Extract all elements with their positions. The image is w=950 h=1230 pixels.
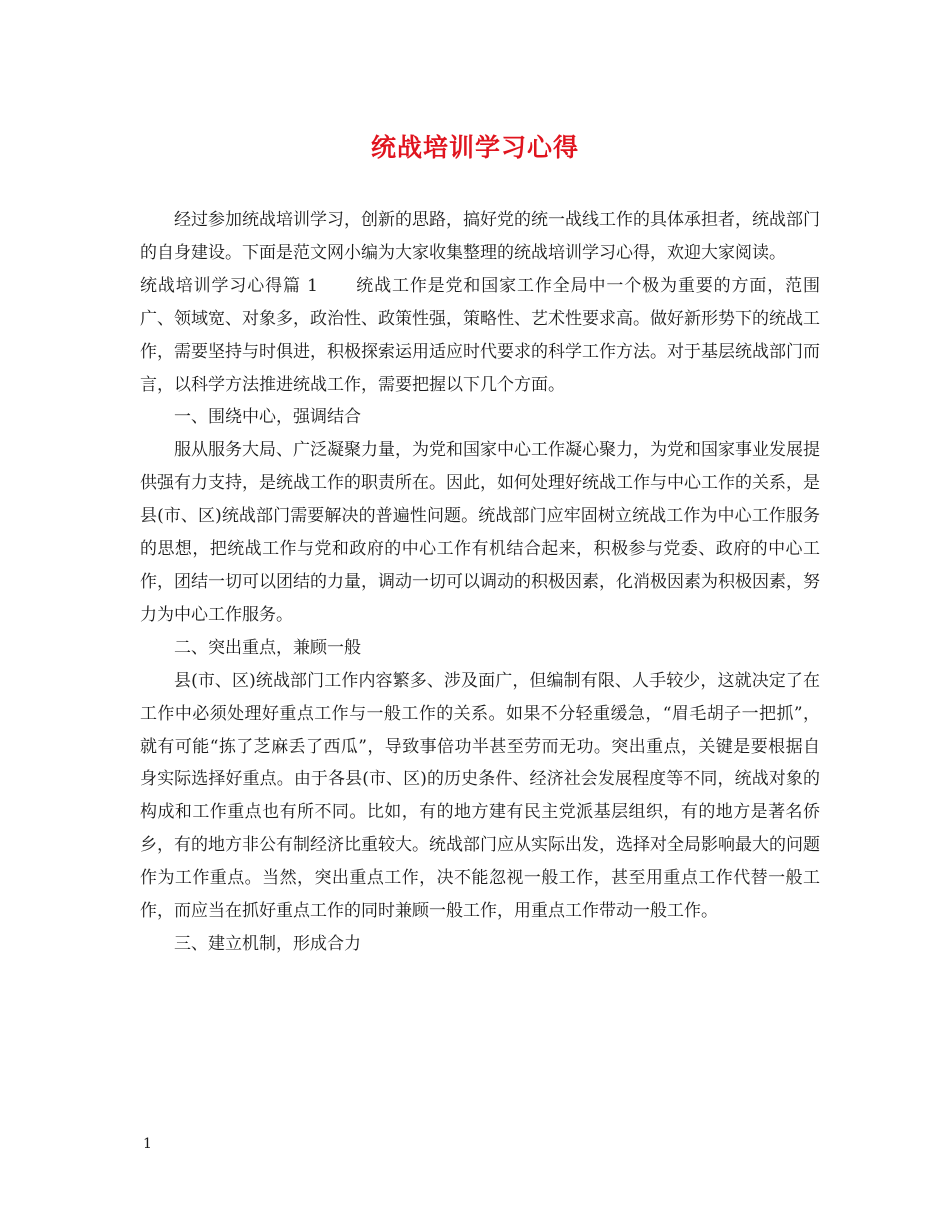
- document-body: [140, 204, 820, 961]
- page-number: 1: [143, 1136, 152, 1152]
- heading-1: 一、围绕中心，强调结合: [174, 407, 361, 428]
- section-label: 统战培训学习心得篇 1: [140, 275, 318, 296]
- section-paragraph: [140, 270, 820, 402]
- section-intro-text: 统战工作是党和国家工作全局中一个极为重要的方面，范围广、领域宽、对象多，政治性、政策性强，策略性、艺术性要求高。做好新形势下的统战工作，需要坚持与时俱进，积极探索运用适应时代要求的科学工作方法。对于基层统战部门而言，以科学方法推进统战工作，需要把握以下几个方面。: [140, 275, 820, 395]
- intro-paragraph: 经过参加统战培训学习，创新的思路，搞好党的统一战线工作的具体承担者，统战部门的自身建设。下面是范文网小编为大家收集整理的统战培训学习心得，欢迎大家阅读。: [140, 210, 820, 263]
- heading-3: 三、建立机制，形成合力: [174, 933, 361, 954]
- document-title: 统战培训学习心得: [370, 133, 579, 162]
- paragraph-2: 县(市、区)统战部门工作内容繁多、涉及面广，但编制有限、人手较少，这就决定了在工作中必须处理好重点工作与一般工作的关系。如果不分轻重缓急，“眉毛胡子一把抓”，就有可能“拣了芝麻丢了西瓜”，导致事倍功半甚至劳而无功。突出重点，关键是要根据自身实际选择好重点。由于各县(市、区)的历史条件、经济社会发展程度等不同，统战对象的构成和工作重点也有所不同。比如，有的地方建有民主党派基层组织，有的地方是著名侨乡，有的地方非公有制经济比重较大。统战部门应从实际出发，选择对全局影响最大的问题作为工作重点。当然，突出重点工作，决不能忽视一般工作，甚至用重点工作代替一般工作，而应当在抓好重点工作的同时兼顾一般工作，用重点工作带动一般工作。: [140, 670, 820, 922]
- paragraph-1: 服从服务大局、广泛凝聚力量，为党和国家中心工作凝心聚力，为党和国家事业发展提供强有力支持，是统战工作的职责所在。因此，如何处理好统战工作与中心工作的关系，是县(市、区)统战部门需要解决的普遍性问题。统战部门应牢固树立统战工作为中心工作服务的思想，把统战工作与党和政府的中心工作有机结合起来，积极参与党委、政府的中心工作，团结一切可以团结的力量，调动一切可以调动的积极因素，化消极因素为积极因素，努力为中心工作服务。: [140, 440, 820, 625]
- heading-2: 二、突出重点，兼顾一般: [174, 637, 361, 658]
